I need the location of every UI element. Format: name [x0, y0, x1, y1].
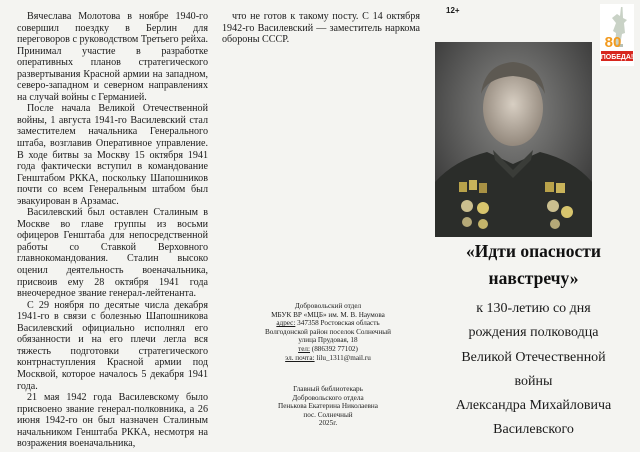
email-label: эл. почта: — [285, 353, 315, 362]
age-rating-badge: 12+ — [446, 6, 460, 15]
emblem-number: 80 — [604, 34, 622, 51]
address-line: улица Прудовая, 18 — [298, 336, 358, 345]
title-line: навстречу» — [488, 268, 579, 288]
address-line — [263, 319, 393, 328]
address-label: адрес: — [276, 319, 296, 328]
subtitle-line: Великой Отечественной — [461, 349, 606, 365]
author-department: Добровольского отдела — [292, 393, 364, 402]
email-value: lilu_1311@mail.ru — [316, 353, 371, 362]
left-text-column — [17, 11, 208, 450]
uniform — [435, 152, 592, 237]
author-position: Главный библиотекарь — [293, 385, 363, 393]
phone-label: тел: — [298, 344, 310, 353]
middle-text-column — [222, 11, 420, 46]
middle-panel — [213, 0, 427, 452]
email-line — [263, 354, 393, 363]
paragraph: С 29 ноября по десятые числа декабря 1941-го в связи с болезнью Шапошникова Василевский официально исполнял его обязанности и на его плечи легла вся тяжесть подготовки стратегического контрнаступления Красной армии под Москвой, которое началось 5 декабря 1941 года. — [17, 299, 208, 392]
author-year: 2025г. — [318, 419, 338, 428]
cover-title — [427, 238, 640, 292]
address-value: 347358 Ростовская область — [297, 319, 380, 328]
paragraph: 21 мая 1942 года Василевскому было присвоено звание генерал-полковника, а 26 июня 1942-го он был назначен Сталиным начальником Генштаба РККА, несмотря на возражения военачальника, — [17, 392, 208, 450]
author-credits — [263, 385, 393, 428]
phone-line — [263, 345, 393, 354]
org-name: Добровольский отдел — [294, 302, 362, 310]
portrait-photo — [435, 42, 592, 237]
cover-panel — [427, 0, 640, 452]
left-panel — [0, 0, 213, 452]
author-place: пос. Солнечный — [303, 410, 353, 419]
subtitle-line: к 130-летию со дня — [476, 301, 591, 316]
victory-80-emblem — [600, 4, 634, 66]
org-name-full: МБУК ВР «МЦБ» им. М. В. Наумова — [271, 310, 385, 319]
subtitle-line: Василевского — [493, 422, 574, 438]
cover-subtitle — [427, 297, 640, 443]
paragraph: После начала Великой Отечественной войны, 1 августа 1941-го Василевский стал заместителем начальника Генерального штаба, возглавив Оперативное управление. В ходе битвы за Москву 15 октября 1941 года фактически вступил в командование Генштабом РККА, поскольку Шапошников почти со всем Генеральным штабом был эвакуирован в Арзамас. — [17, 103, 208, 207]
paragraph: что не готов к такому посту. С 14 октября 1942-го Василевский — заместитель наркома обороны СССР. — [222, 11, 420, 46]
subtitle-line: войны — [514, 373, 553, 389]
phone-value: (886392 77102) — [311, 344, 358, 353]
organization-contacts — [263, 302, 393, 362]
paragraph: Василевский был оставлен Сталиным в Москве во главе группы из восьми офицеров Генштаба для непосредственной работы со Ставкой Верховного главнокомандования. Сталин высоко оценил деятельность военачальника, присвоив ему 28 октября 1941 года внеочередное звание генерал-лейтенанта. — [17, 207, 208, 300]
paragraph: Вячеслава Молотова в ноябре 1940-го совершил поездку в Берлин для переговоров с руководством Третьего рейха. Принимал участие в разработке оперативных планов стратегического развертывания Красной армии на западном, северо-западном и северном направлениях на случай войны с Германией. — [17, 11, 208, 103]
title-line: «Идти опасности — [466, 241, 601, 261]
emblem-word: ПОБЕДА! — [600, 54, 634, 61]
address-line: Волгодонской район поселок Солнечный — [265, 327, 391, 336]
subtitle-line: Александра Михайловича — [455, 398, 612, 414]
subtitle-line: рождения полководца — [468, 325, 599, 341]
author-name: Пенькова Екатерина Николаевна — [278, 402, 378, 411]
